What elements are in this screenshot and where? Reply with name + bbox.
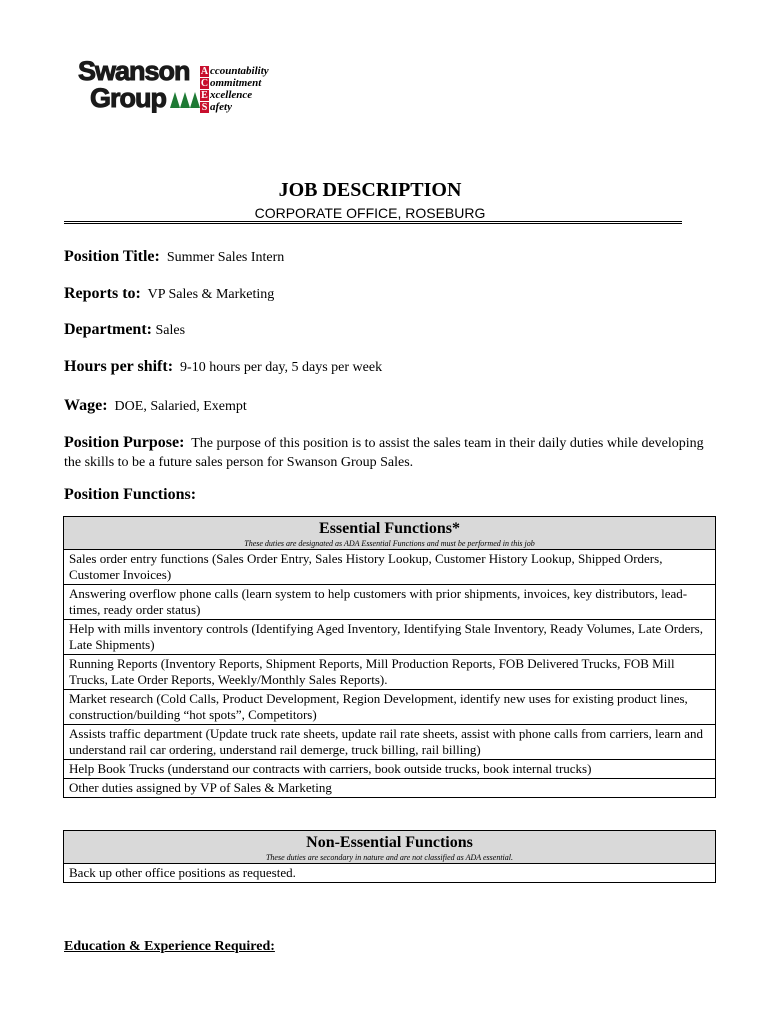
essential-functions-heading: Essential Functions*: [319, 520, 460, 537]
table-row: Back up other office positions as requested.: [64, 864, 716, 883]
field-label: Position Title:: [64, 248, 160, 265]
essential-functions-note: These duties are designated as ADA Essential Functions and must be performed in this job: [244, 539, 535, 548]
aces-row: E xcellence: [201, 89, 253, 101]
reports-to-field: [64, 285, 274, 303]
field-value: Summer Sales Intern: [166, 250, 285, 265]
table-header: [64, 517, 716, 550]
company-logo: [78, 56, 288, 120]
field-value: DOE, Salaried, Exempt: [114, 399, 247, 414]
department-field: [64, 321, 185, 339]
logo-word-group: Group: [90, 83, 166, 113]
field-label: Department:: [64, 321, 152, 338]
position-purpose: [64, 433, 724, 472]
logo-word-swanson: Swanson: [78, 56, 190, 86]
tree-icon: [170, 92, 200, 110]
field-value: VP Sales & Marketing: [147, 287, 275, 302]
position-title-field: [64, 248, 284, 266]
table-row: Sales order entry functions (Sales Order Entry, Sales History Lookup, Customer History Lookup, Shipped Orders, Customer Invoices): [64, 550, 716, 585]
document-subtitle: CORPORATE OFFICE, ROSEBURG: [254, 205, 486, 221]
table-row: Help with mills inventory controls (Identifying Aged Inventory, Identifying Stale Inventory, Ready Volumes, Late Orders, Late Shipments): [64, 620, 716, 655]
field-value: The purpose of this position is to assist the sales team in their daily duties while developing the skills to be a future sales person for Swanson Group Sales.: [64, 436, 704, 470]
table-row: Market research (Cold Calls, Product Development, Region Development, identify new uses for existing product lines, construction/building “hot spots”, Competitors): [64, 690, 716, 725]
wage-field: [64, 397, 247, 415]
field-label: Position Purpose:: [64, 434, 185, 451]
aces-row: C ommitment: [200, 77, 262, 89]
field-value: Sales: [155, 323, 186, 338]
field-label: Hours per shift:: [64, 358, 174, 375]
document-title: JOB DESCRIPTION: [278, 179, 462, 201]
education-heading: Education & Experience Required:: [64, 939, 275, 954]
aces-row: A ccountability: [200, 65, 269, 77]
non-essential-functions-note: These duties are secondary in nature and are not classified as ADA essential.: [265, 853, 513, 862]
title-rule: [64, 221, 682, 224]
essential-functions-table: [63, 516, 716, 798]
field-label: Wage:: [64, 397, 108, 414]
table-row: Running Reports (Inventory Reports, Shipment Reports, Mill Production Reports, FOB Delivered Trucks, FOB Mill Trucks, Late Order Reports, Weekly/Monthly Sales Reports).: [64, 655, 716, 690]
aces-values: [200, 65, 269, 113]
table-row: Other duties assigned by VP of Sales & Marketing: [64, 779, 716, 798]
field-value: 9-10 hours per day, 5 days per week: [180, 360, 383, 375]
hours-field: [64, 358, 382, 376]
non-essential-functions-table: [63, 830, 716, 883]
position-functions-heading: Position Functions:: [64, 486, 197, 503]
table-header: [64, 831, 716, 864]
field-label: Reports to:: [64, 285, 141, 302]
aces-row: S afety: [201, 101, 232, 113]
table-row: Help Book Trucks (understand our contracts with carriers, book outside trucks, book internal trucks): [64, 760, 716, 779]
non-essential-functions-heading: Non-Essential Functions: [306, 834, 473, 851]
table-row: Assists traffic department (Update truck rate sheets, update rail rate sheets, assist with phone calls from carriers, learn and understand rail car ordering, understand rail demerge, truck billing, rail billing): [64, 725, 716, 760]
table-row: Answering overflow phone calls (learn system to help customers with prior shipments, invoices, key distributors, lead-times, ready order status): [64, 585, 716, 620]
